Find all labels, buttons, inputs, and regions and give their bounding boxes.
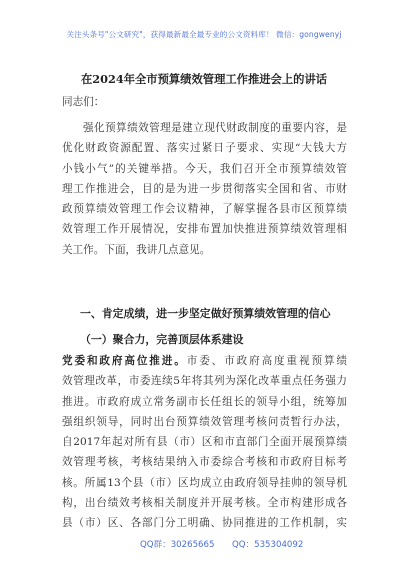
paragraph-line: 理工作推进会，目的是为进一步贯彻落实全国和省、市财 [62, 182, 347, 195]
subsection-heading: （一）聚合力，完善顶层体系建设 [80, 333, 244, 346]
header-note: 关注头条号"公文研究"，获得最新最全最专业的公文资料库！ 微信：gongwenyj [66, 30, 342, 39]
paragraph-line: 效管理工作开展情况，安排布置加快推进预算绩效管理相 [62, 223, 347, 236]
paragraph-line: 效管理考核，考核结果纳入市委综合考核和市政府目标考 [62, 456, 347, 469]
paragraph-lead: 党委和政府高位推进。 [62, 355, 187, 367]
paragraph-line [62, 351, 347, 371]
body-paragraph [62, 351, 347, 534]
paragraph-line: 推进。市政府成立常务副市长任组长的领导小组，统筹加 [62, 395, 347, 408]
section-heading: 一、肯定成绩，进一步坚定做好预算绩效管理的信心 [80, 307, 331, 320]
qq-number: QQ：535304092 [232, 540, 304, 550]
paragraph-line: 强化预算绩效管理是建立现代财政制度的重要内容，是 [83, 122, 347, 134]
paragraph-line: 关工作。下面，我讲几点意见。 [62, 243, 211, 256]
salutation: 同志们： [62, 96, 105, 108]
paragraph-line: 构，出台绩效考核相关制度并开展考核。全市构建形成各 [62, 497, 347, 510]
intro-paragraph [62, 118, 347, 260]
qq-group-number: QQ群：30265665 [140, 540, 215, 550]
paragraph-line: 小钱小气”的关键举措。今天，我们召开全市预算绩效管 [62, 162, 347, 175]
paragraph-line: 县（市）区、各部门分工明确、协同推进的工作机制，实 [62, 517, 347, 530]
paragraph-line: 自2017年起对所有县（市）区和市直部门全面开展预算绩 [62, 436, 347, 449]
paragraph-line: 效管理改革，市委连续5年将其列为深化改革重点任务强力 [62, 375, 347, 388]
paragraph-line: 优化财政资源配置、落实过紧日子要求、实现“大钱大方 [62, 142, 347, 155]
paragraph-line: 政预算绩效管理工作会议精神，了解掌握各县市区预算绩 [62, 203, 347, 216]
paragraph-text: 市委、市政府高度重视预算绩 [186, 355, 348, 367]
document-title: 在2024年全市预算绩效管理工作推进会上的讲话 [80, 72, 328, 86]
paragraph-line: 强组织领导，同时出台预算绩效管理考核问责暂行办法， [62, 415, 347, 428]
paragraph-line: 核。所属13个县（市）区均成立由政府领导挂帅的领导机 [62, 476, 347, 489]
footer [0, 538, 408, 552]
